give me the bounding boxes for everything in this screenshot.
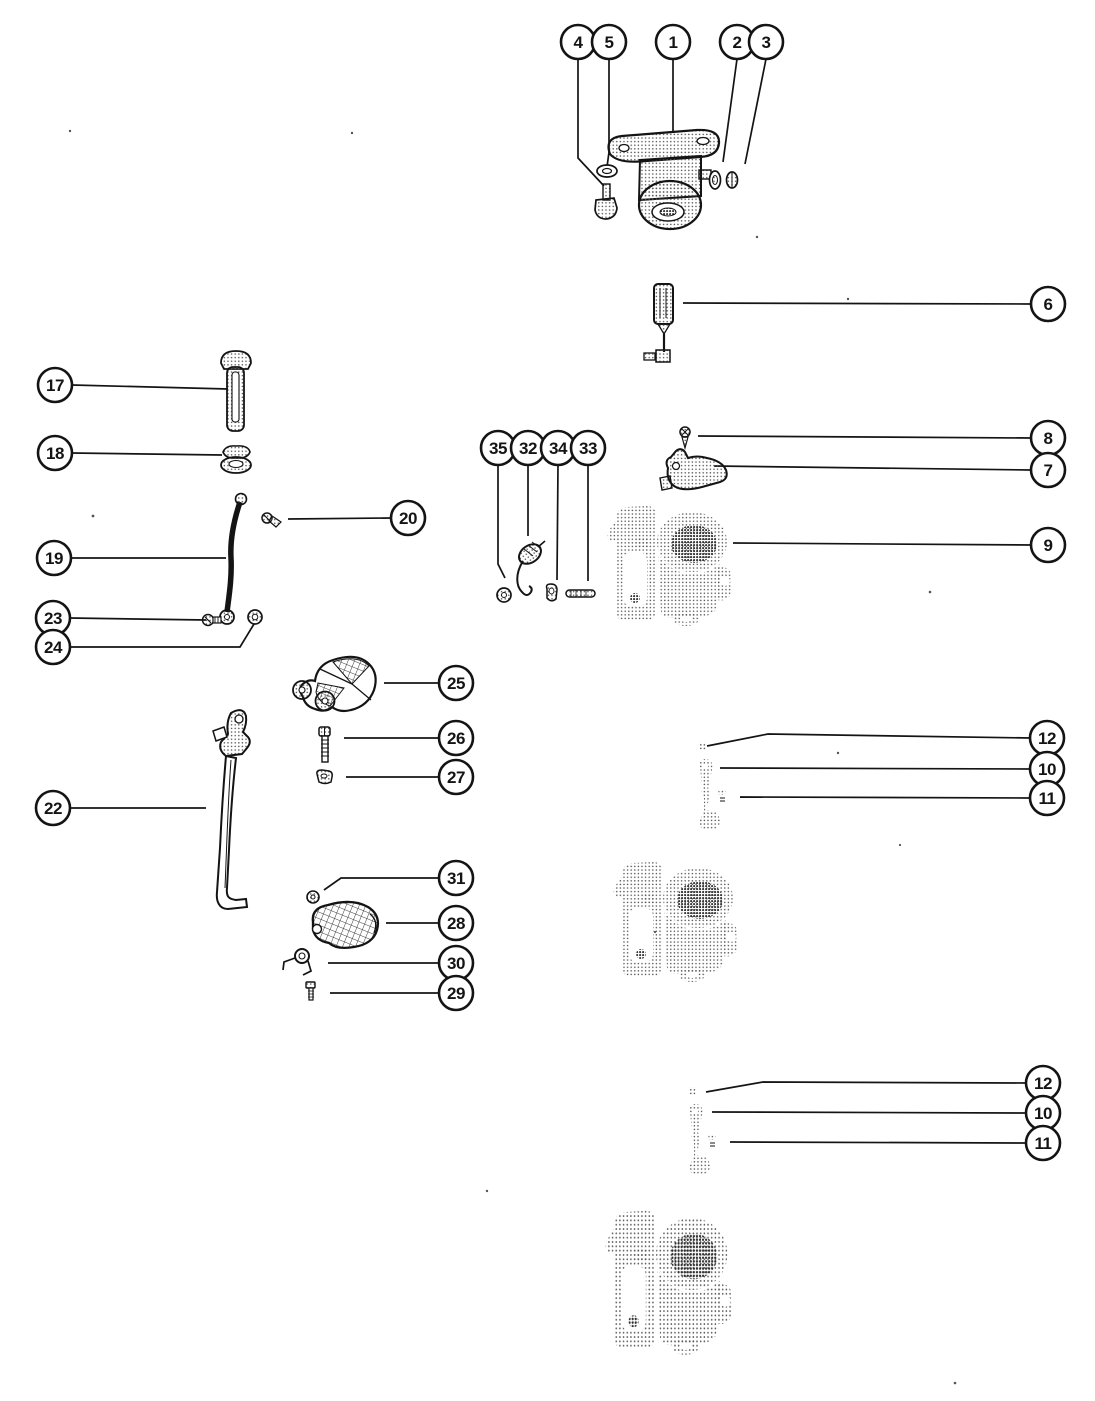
leader-11b: [730, 1142, 1026, 1143]
svg-text:25: 25: [447, 674, 465, 693]
callout-26: [439, 721, 473, 755]
callout-9: [1031, 528, 1065, 562]
part-nut-3: [727, 172, 738, 188]
svg-text:11: 11: [1038, 789, 1056, 808]
leader-10a: [720, 768, 1030, 769]
callout-29: [439, 976, 473, 1010]
leader-20: [288, 518, 391, 519]
callout-12a: [1030, 721, 1064, 755]
callout-7: [1031, 453, 1065, 487]
svg-text:20: 20: [399, 509, 417, 528]
callout-24: [36, 630, 70, 664]
leader-34: [557, 465, 558, 580]
callout-17: [38, 368, 72, 402]
part-pin-33: [566, 590, 595, 597]
callout-33: [571, 431, 605, 465]
svg-text:9: 9: [1043, 536, 1053, 555]
svg-text:5: 5: [604, 33, 614, 52]
part-nut-27: [317, 770, 332, 784]
svg-text:7: 7: [1043, 461, 1053, 480]
svg-text:32: 32: [519, 439, 537, 458]
part-washer-5: [597, 165, 617, 177]
svg-text:24: 24: [44, 638, 62, 657]
svg-text:11: 11: [1034, 1134, 1052, 1153]
callout-18: [38, 436, 72, 470]
svg-text:27: 27: [447, 768, 465, 787]
part-nut-31: [307, 891, 319, 903]
part-mesh-cam-28: [313, 902, 378, 948]
svg-text:18: 18: [46, 444, 64, 463]
svg-text:6: 6: [1043, 295, 1053, 314]
leader-6: [683, 303, 1031, 304]
callout-11b: [1026, 1126, 1060, 1160]
svg-text:12: 12: [1038, 729, 1056, 748]
svg-text:19: 19: [45, 549, 63, 568]
callout-27: [439, 760, 473, 794]
svg-text:35: 35: [489, 439, 507, 458]
svg-text:12: 12: [1034, 1074, 1052, 1093]
part-washer-18: [221, 446, 251, 473]
svg-text:29: 29: [447, 984, 465, 1003]
callout-6: [1031, 287, 1065, 321]
callout-28: [439, 906, 473, 940]
svg-text:1: 1: [668, 33, 678, 52]
svg-text:31: 31: [447, 869, 465, 888]
part-washer-2: [710, 171, 721, 189]
svg-text:34: 34: [549, 439, 567, 458]
svg-text:22: 22: [44, 799, 62, 818]
callout-31: [439, 861, 473, 895]
callout-5: [592, 25, 626, 59]
svg-text:10: 10: [1038, 760, 1056, 779]
leader-11a: [740, 797, 1030, 798]
leader-10b: [712, 1112, 1026, 1113]
svg-text:33: 33: [579, 439, 597, 458]
callout-1: [656, 25, 690, 59]
callout-22: [36, 791, 70, 825]
svg-text:10: 10: [1034, 1104, 1052, 1123]
svg-text:17: 17: [46, 376, 64, 395]
callout-20: [391, 501, 425, 535]
part-washer-35: [497, 588, 511, 602]
callout-25: [439, 666, 473, 700]
svg-text:3: 3: [761, 33, 771, 52]
svg-text:26: 26: [447, 729, 465, 748]
svg-text:30: 30: [447, 954, 465, 973]
callout-3: [749, 25, 783, 59]
part-nut-24: [248, 610, 262, 624]
svg-text:2: 2: [732, 33, 742, 52]
callout-8: [1031, 421, 1065, 455]
svg-text:4: 4: [573, 33, 583, 52]
svg-text:28: 28: [447, 914, 465, 933]
part-clip-34: [547, 584, 558, 601]
callout-19: [37, 541, 71, 575]
callout-11a: [1030, 781, 1064, 815]
callout-4: [561, 25, 595, 59]
svg-text:23: 23: [44, 609, 62, 628]
svg-text:8: 8: [1043, 429, 1053, 448]
